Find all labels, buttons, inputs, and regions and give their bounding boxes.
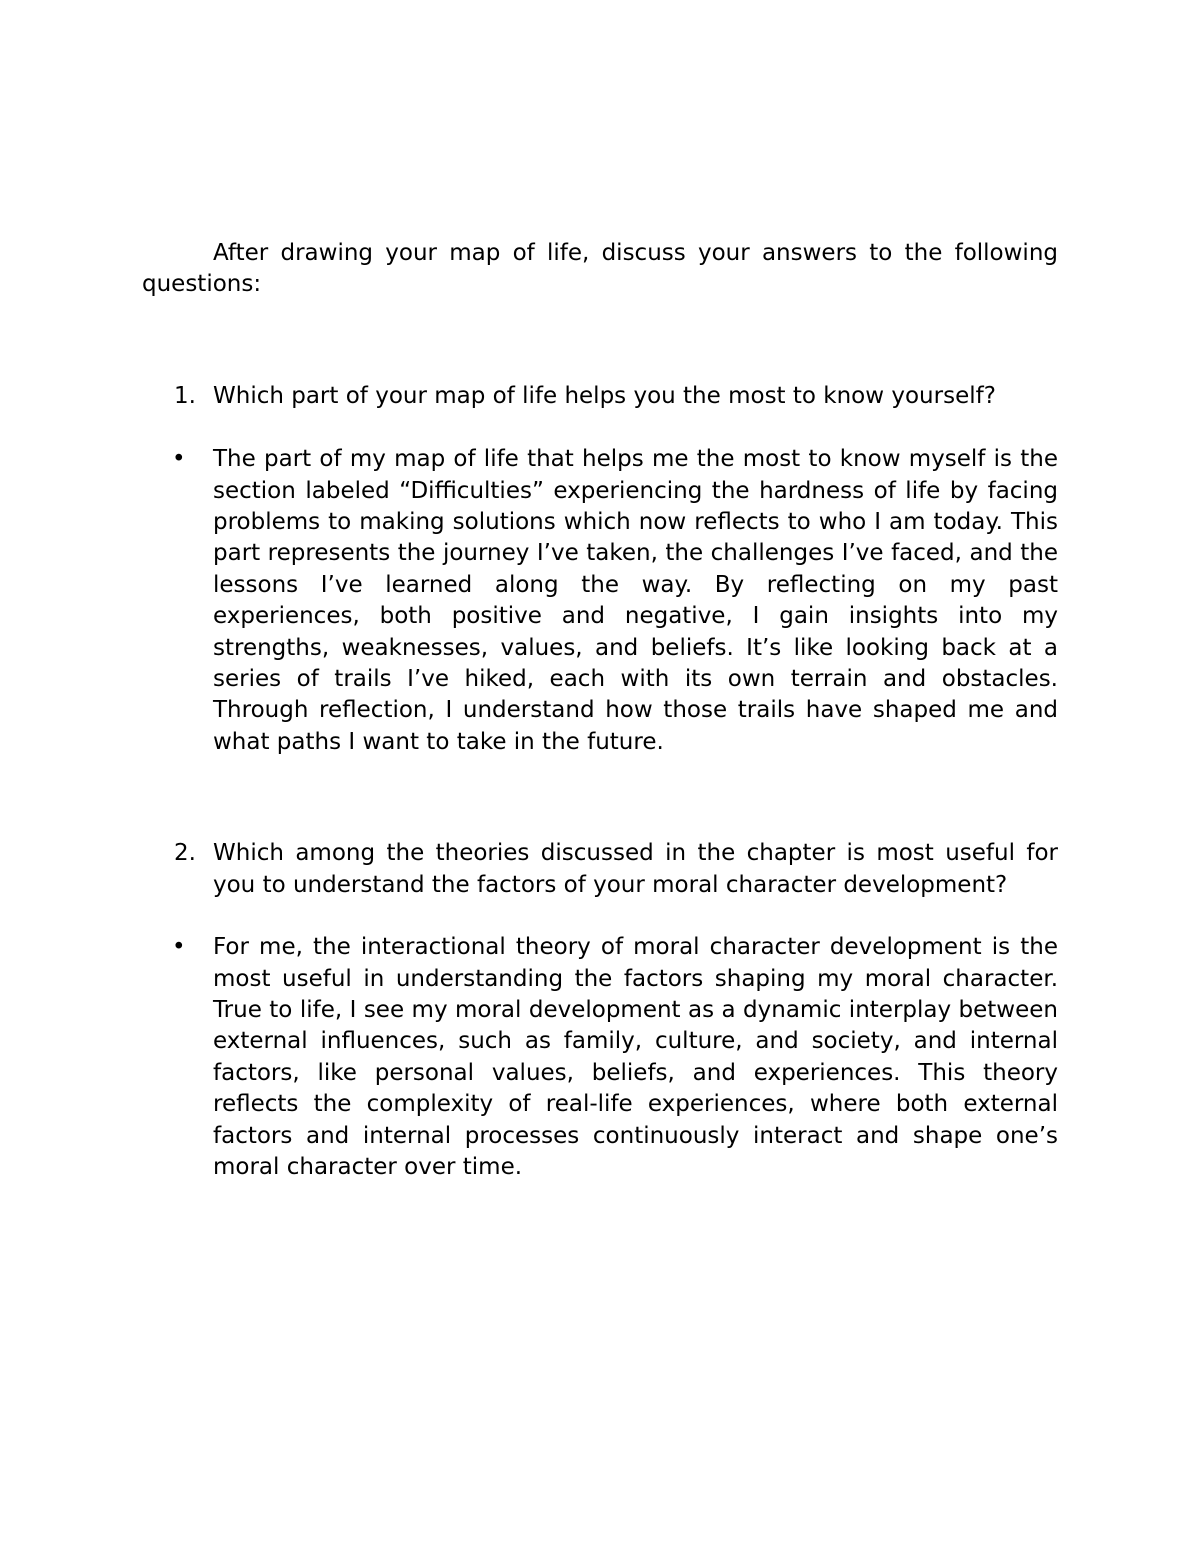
question-2-number: 2. <box>174 840 196 867</box>
question-2-text: Which among the theories discussed in the chapter is most useful for you to understand the factors of your moral character development? <box>213 840 1058 898</box>
question-2 <box>142 838 1058 901</box>
question-1-number: 1. <box>174 382 196 409</box>
question-1 <box>142 381 1058 412</box>
bullet-icon: • <box>172 446 186 473</box>
bullet-icon: • <box>172 934 186 961</box>
answer-2-text: For me, the interactional theory of moral character development is the most useful in understanding the factors shaping my moral character. True to life, I see my moral development as a dynamic interplay between external influences, such as family, culture, and society, and internal factors, like personal values, beliefs, and experiences. This theory reflects the complexity of real-life experiences, where both external factors and internal processes continuously interact and shape one’s moral character over time. <box>213 934 1058 1180</box>
answer-1 <box>142 444 1058 758</box>
answer-1-text: The part of my map of life that helps me the most to know myself is the section labeled “Difficulties” experiencing the hardness of life by facing problems to making solutions which now reflects to who I am today. This part represents the journey I’ve taken, the challenges I’ve faced, and the lessons I’ve learned along the way. By reflecting on my past experiences, both positive and negative, I gain insights into my strengths, weaknesses, values, and beliefs. It’s like looking back at a series of trails I’ve hiked, each with its own terrain and obstacles. Through reflection, I understand how those trails have shaped me and what paths I want to take in the future. <box>213 446 1058 755</box>
question-1-text: Which part of your map of life helps you the most to know yourself? <box>213 382 996 409</box>
document-page <box>142 238 1058 1183</box>
intro-paragraph: After drawing your map of life, discuss your answers to the following questions: <box>142 240 1058 298</box>
answer-2 <box>142 932 1058 1183</box>
